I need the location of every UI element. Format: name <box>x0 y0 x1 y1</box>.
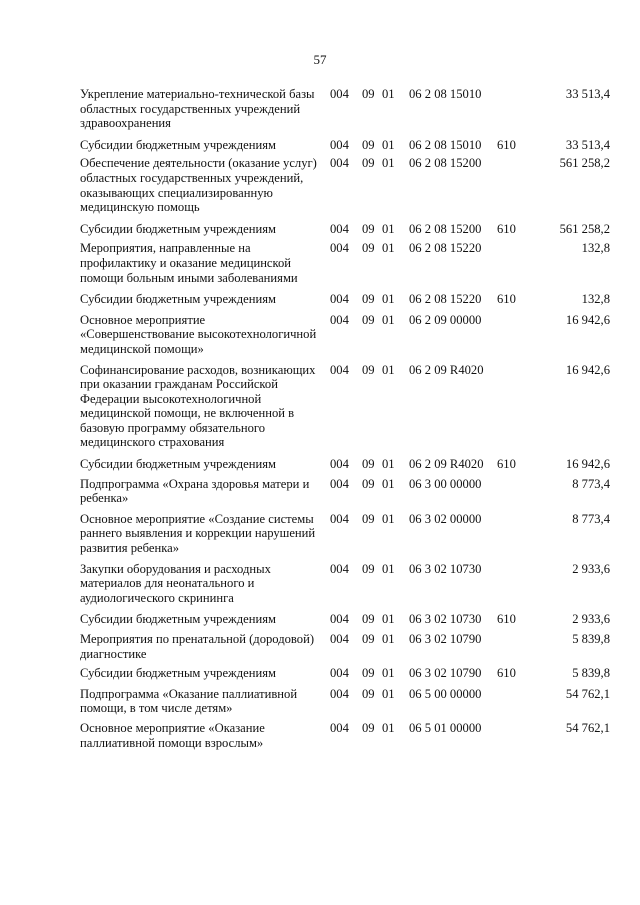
amount: 54 762,1 <box>565 720 610 735</box>
section-code: 09 <box>362 632 375 646</box>
section-code: 09 <box>362 457 375 472</box>
department-code: 004 <box>330 632 349 646</box>
table-row <box>0 87 640 131</box>
subsection-code: 01 <box>382 686 395 701</box>
section-code: 09 <box>362 612 375 627</box>
table-row <box>0 687 640 716</box>
target-article-code: 06 5 01 00000 <box>409 720 482 735</box>
expense-name: Субсидии бюджетным учреждениям <box>80 612 276 627</box>
expense-name: Субсидии бюджетным учреждениям <box>80 221 276 236</box>
subsection-code: 01 <box>382 632 395 646</box>
department-code: 004 <box>330 666 349 681</box>
expense-name: Основное мероприятие «Создание системы раннего выявления и коррекции нарушений развития ребенка» <box>80 511 316 556</box>
target-article-code: 06 3 02 10790 <box>409 666 482 681</box>
subsection-code: 01 <box>382 137 395 152</box>
expense-name: Субсидии бюджетным учреждениям <box>80 137 276 152</box>
expense-name: Обеспечение деятельности (оказание услуг) областных государственных учреждений, оказывающих специализированную медицинскую помощь <box>80 156 317 215</box>
table-row <box>0 457 640 472</box>
target-article-code: 06 3 02 10790 <box>409 632 482 646</box>
subsection-code: 01 <box>382 666 395 681</box>
subsection-code: 01 <box>382 612 395 627</box>
table-row <box>0 562 640 606</box>
target-article-code: 06 3 02 00000 <box>409 511 482 526</box>
department-code: 004 <box>330 156 349 171</box>
table-row <box>0 241 640 285</box>
table-row <box>0 138 640 153</box>
amount: 5 839,8 <box>572 666 610 681</box>
department-code: 004 <box>330 686 349 701</box>
table-row <box>0 292 640 307</box>
target-article-code: 06 2 08 15010 <box>409 137 482 152</box>
section-code: 09 <box>362 312 375 327</box>
target-article-code: 06 2 08 15220 <box>409 292 482 307</box>
subsection-code: 01 <box>382 87 395 101</box>
subsection-code: 01 <box>382 457 395 472</box>
department-code: 004 <box>330 241 349 256</box>
expense-name: Закупки оборудования и расходных материалов для неонатального и аудиологического скрининга <box>80 561 271 605</box>
expense-type-code: 610 <box>497 457 516 472</box>
expense-name: Софинансирование расходов, возникающих при оказании гражданам Российской Федерации высокотехнологичной медицинской помощи, не включенной в базовую программу обязательного медицинского страхования <box>80 362 316 450</box>
section-code: 09 <box>362 137 375 152</box>
subsection-code: 01 <box>382 561 395 576</box>
target-article-code: 06 2 09 R4020 <box>409 457 484 472</box>
department-code: 004 <box>330 312 349 327</box>
department-code: 004 <box>330 720 349 735</box>
table-row <box>0 612 640 627</box>
amount: 54 762,1 <box>565 686 610 701</box>
expense-type-code: 610 <box>497 221 516 236</box>
department-code: 004 <box>330 511 349 526</box>
expense-name: Мероприятия по пренатальной (дородовой) диагностике <box>80 632 315 661</box>
amount: 132,8 <box>581 241 610 256</box>
expense-name: Основное мероприятие «Совершенствование высокотехнологичной медицинской помощи» <box>80 312 317 356</box>
subsection-code: 01 <box>382 362 395 377</box>
department-code: 004 <box>330 292 349 307</box>
table-row <box>0 666 640 681</box>
table-row <box>0 632 640 661</box>
section-code: 09 <box>362 720 375 735</box>
budget-table <box>0 87 640 756</box>
department-code: 004 <box>330 87 349 101</box>
department-code: 004 <box>330 457 349 472</box>
expense-type-code: 610 <box>497 612 516 627</box>
target-article-code: 06 3 00 00000 <box>409 476 482 491</box>
amount: 2 933,6 <box>572 561 610 576</box>
subsection-code: 01 <box>382 720 395 735</box>
expense-name: Мероприятия, направленные на профилактику и оказание медицинской помощи больным иными заболеваниями <box>80 241 298 285</box>
expense-type-code: 610 <box>497 292 516 307</box>
amount: 8 773,4 <box>572 511 610 526</box>
expense-name: Подпрограмма «Охрана здоровья матери и ребенка» <box>80 476 310 506</box>
amount: 16 942,6 <box>565 457 610 472</box>
amount: 2 933,6 <box>572 612 610 627</box>
expense-type-code: 610 <box>497 666 516 681</box>
table-row <box>0 222 640 237</box>
section-code: 09 <box>362 292 375 307</box>
expense-type-code: 610 <box>497 137 516 152</box>
target-article-code: 06 2 08 15200 <box>409 221 482 236</box>
subsection-code: 01 <box>382 312 395 327</box>
section-code: 09 <box>362 666 375 681</box>
amount: 16 942,6 <box>565 362 610 377</box>
table-row <box>0 313 640 357</box>
section-code: 09 <box>362 221 375 236</box>
expense-name: Подпрограмма «Оказание паллиативной помощи, в том числе детям» <box>80 686 298 716</box>
target-article-code: 06 2 08 15220 <box>409 241 482 256</box>
section-code: 09 <box>362 476 375 491</box>
section-code: 09 <box>362 686 375 701</box>
department-code: 004 <box>330 362 349 377</box>
department-code: 004 <box>330 561 349 576</box>
expense-name: Субсидии бюджетным учреждениям <box>80 292 276 307</box>
target-article-code: 06 2 09 R4020 <box>409 362 484 377</box>
table-row <box>0 477 640 506</box>
expense-name: Субсидии бюджетным учреждениям <box>80 666 276 681</box>
target-article-code: 06 2 08 15010 <box>409 87 482 101</box>
amount: 561 258,2 <box>559 221 610 236</box>
subsection-code: 01 <box>382 241 395 256</box>
target-article-code: 06 2 08 15200 <box>409 156 482 171</box>
expense-name: Субсидии бюджетным учреждениям <box>80 457 276 472</box>
target-article-code: 06 5 00 00000 <box>409 686 482 701</box>
expense-name: Укрепление материально-технической базы областных государственных учреждений здравоохранения <box>80 87 315 131</box>
table-row <box>0 721 640 750</box>
subsection-code: 01 <box>382 476 395 491</box>
department-code: 004 <box>330 476 349 491</box>
department-code: 004 <box>330 612 349 627</box>
page-number: 57 <box>313 52 327 67</box>
section-code: 09 <box>362 362 375 377</box>
section-code: 09 <box>362 561 375 576</box>
section-code: 09 <box>362 241 375 256</box>
subsection-code: 01 <box>382 292 395 307</box>
table-row <box>0 512 640 556</box>
subsection-code: 01 <box>382 511 395 526</box>
department-code: 004 <box>330 221 349 236</box>
subsection-code: 01 <box>382 156 395 171</box>
amount: 33 513,4 <box>565 87 610 101</box>
subsection-code: 01 <box>382 221 395 236</box>
section-code: 09 <box>362 511 375 526</box>
amount: 8 773,4 <box>572 476 610 491</box>
target-article-code: 06 2 09 00000 <box>409 312 482 327</box>
department-code: 004 <box>330 137 349 152</box>
amount: 132,8 <box>581 292 610 307</box>
expense-name: Основное мероприятие «Оказание паллиативной помощи взрослым» <box>80 720 265 750</box>
section-code: 09 <box>362 156 375 171</box>
target-article-code: 06 3 02 10730 <box>409 561 482 576</box>
amount: 33 513,4 <box>565 137 610 152</box>
target-article-code: 06 3 02 10730 <box>409 612 482 627</box>
amount: 5 839,8 <box>572 632 610 646</box>
section-code: 09 <box>362 87 375 101</box>
table-row <box>0 363 640 451</box>
amount: 561 258,2 <box>559 156 610 171</box>
table-row <box>0 156 640 214</box>
amount: 16 942,6 <box>565 312 610 327</box>
